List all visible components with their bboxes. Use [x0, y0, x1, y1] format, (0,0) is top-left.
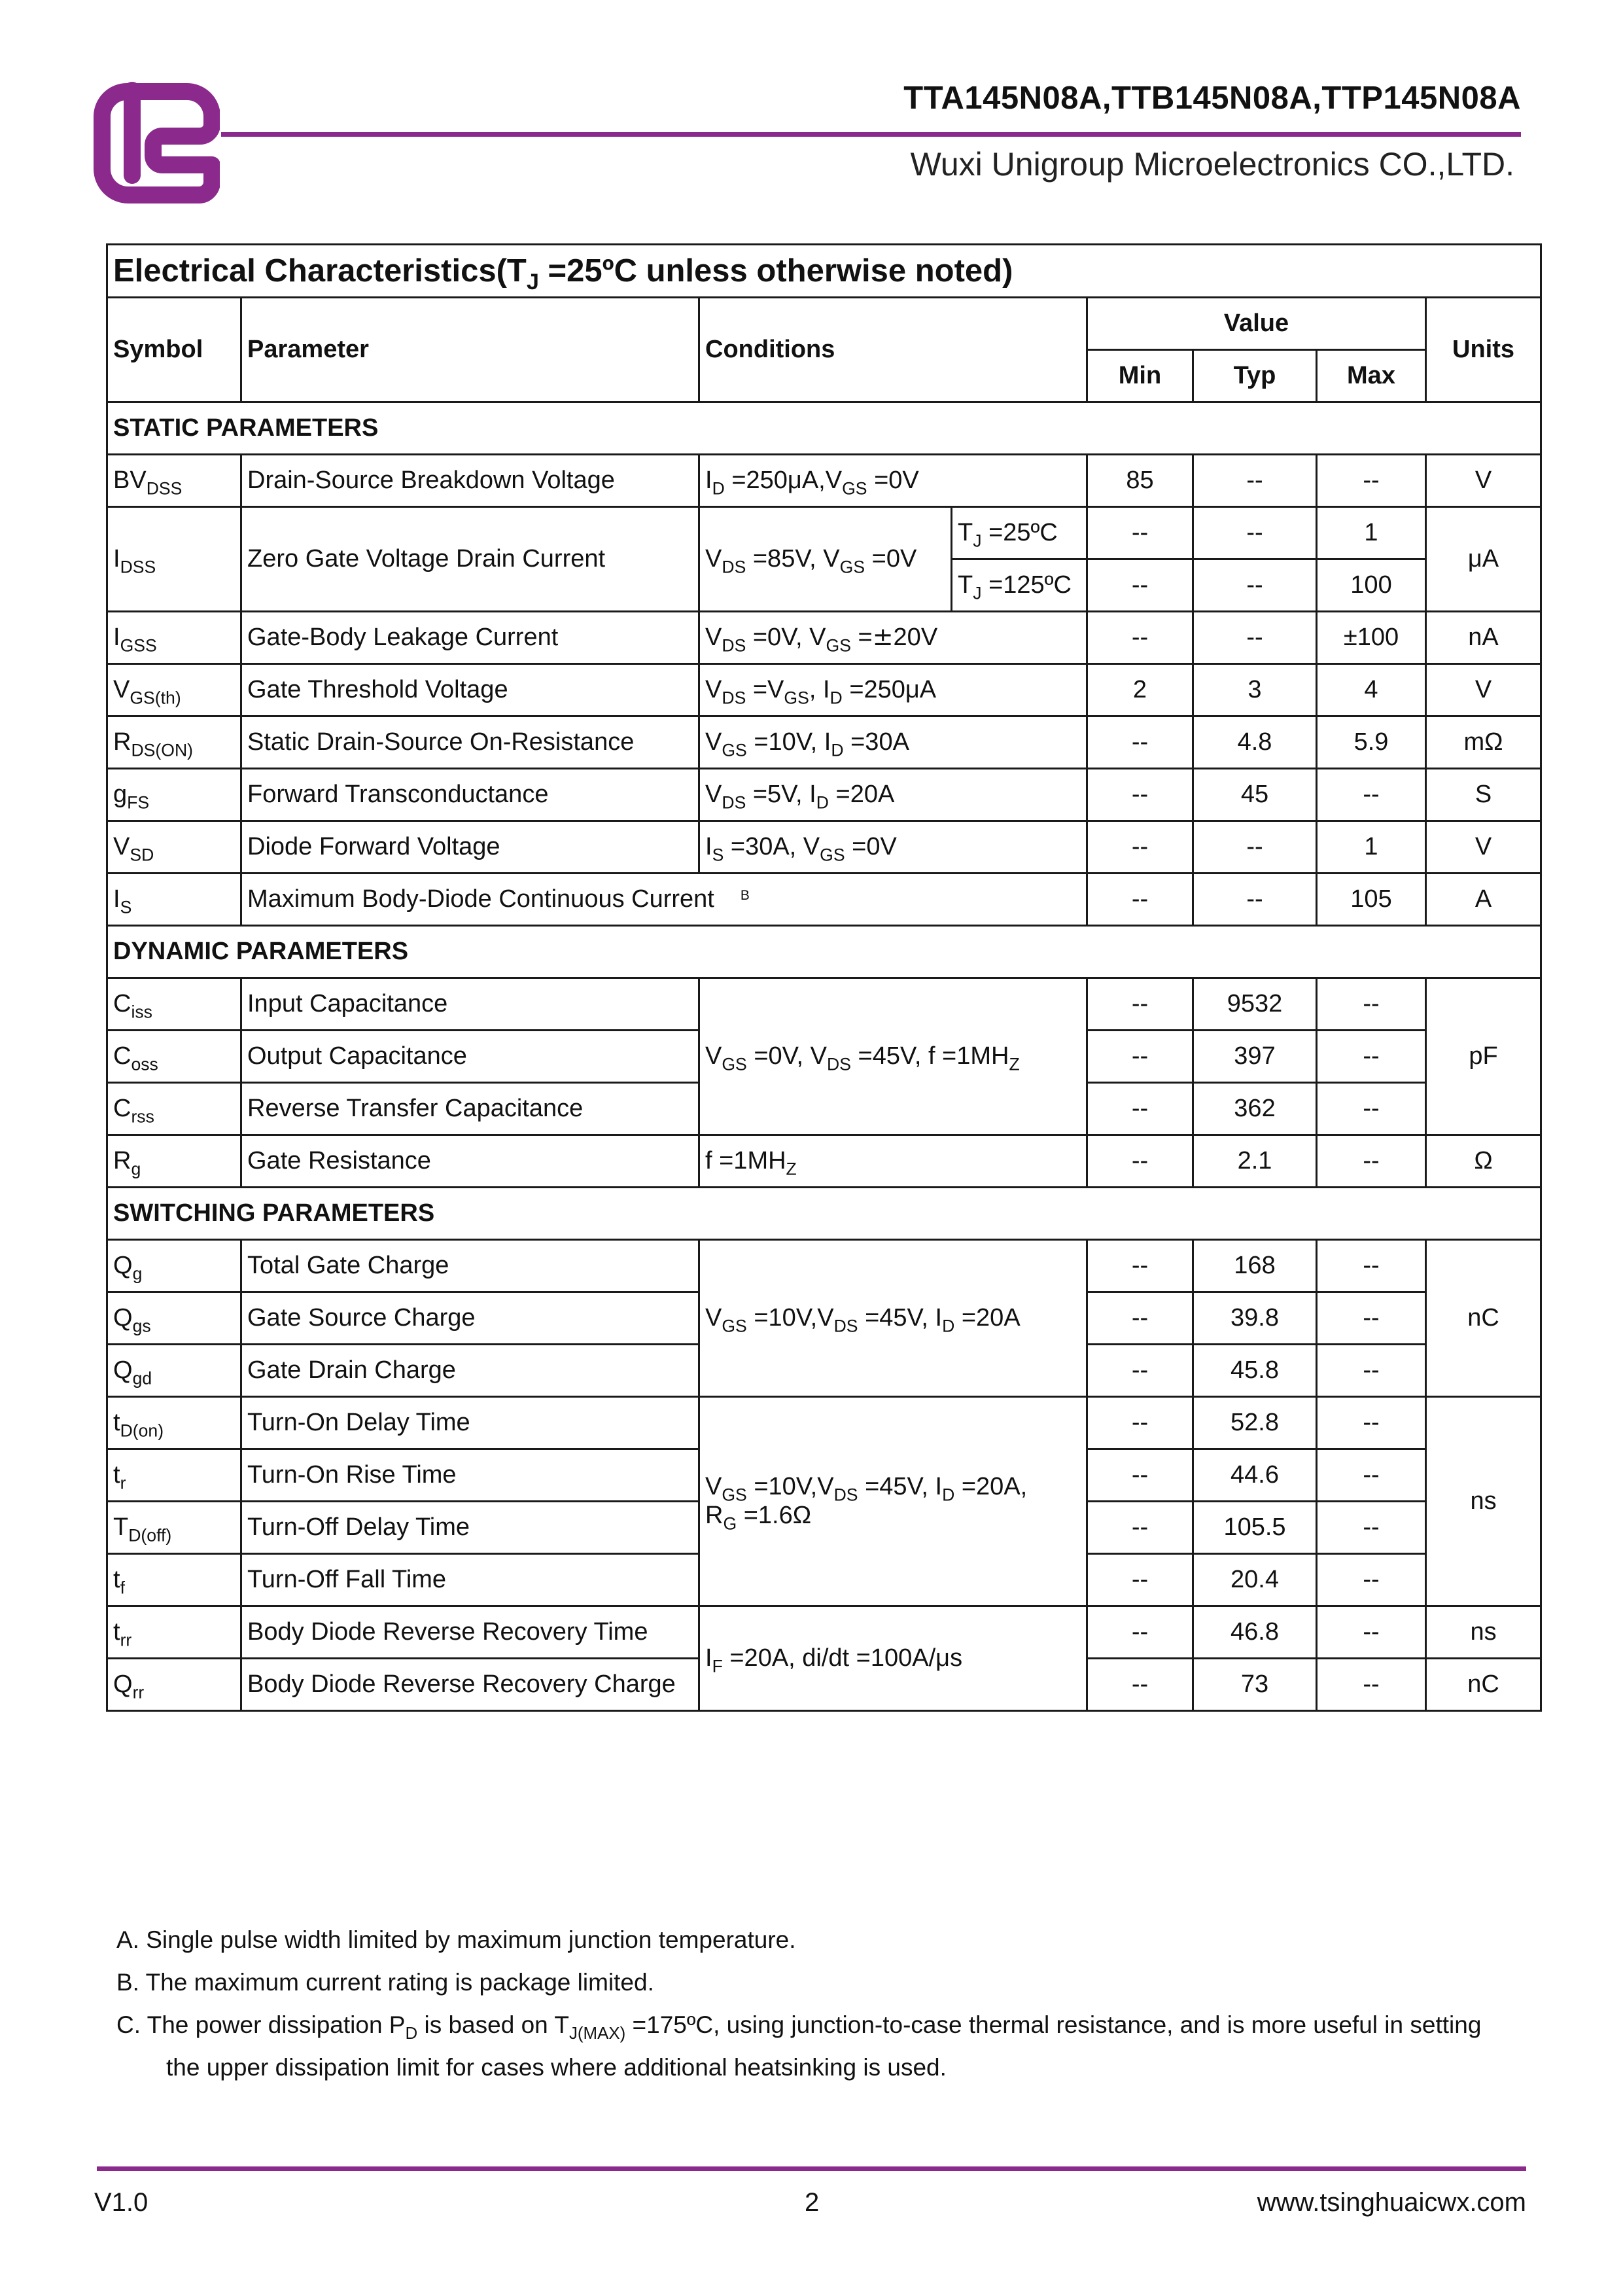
min-cell: --: [1087, 769, 1193, 821]
symbol-cell: $I_{DSS}$: [107, 507, 241, 612]
document-title: TTA145N08A,TTB145N08A,TTP145N08A: [903, 80, 1521, 116]
min-cell: --: [1087, 874, 1193, 926]
unit-cell: ns: [1426, 1397, 1541, 1606]
parameter-cell: Drain-Source Breakdown Voltage: [241, 455, 699, 507]
typ-cell: --: [1193, 455, 1317, 507]
temperature-condition: $T_J$ =125ºC: [952, 559, 1087, 612]
max-cell: --: [1317, 1240, 1426, 1292]
table-row: [107, 664, 1541, 716]
footnote-marker: B: [740, 888, 750, 904]
symbol-cell: $R_{DS(ON)}$: [107, 716, 241, 769]
symbol-cell: $g_{FS}$: [107, 769, 241, 821]
unit-cell: pF: [1426, 978, 1541, 1135]
conditions-cell: $V_{GS} =10V,V_{DS} =45V$, $I_D =20A$: [699, 1240, 1087, 1397]
unit-cell: V: [1426, 455, 1541, 507]
footnote-b: B. The maximum current rating is package limited.: [116, 1969, 654, 1996]
section-switching: SWITCHING PARAMETERS: [107, 1188, 1541, 1240]
header-min: Min: [1087, 350, 1193, 402]
parameter-cell: Output Capacitance: [241, 1031, 699, 1083]
typ-cell: 9532: [1193, 978, 1317, 1031]
min-cell: --: [1087, 1292, 1193, 1345]
symbol-cell: $V_{GS(th)}$: [107, 664, 241, 716]
typ-cell: 52.8: [1193, 1397, 1317, 1449]
typ-cell: 362: [1193, 1083, 1317, 1135]
header-typ: Typ: [1193, 350, 1317, 402]
table-row: [107, 1606, 1541, 1659]
min-cell: --: [1087, 1502, 1193, 1554]
min-cell: --: [1087, 612, 1193, 664]
symbol-cell: $T_{D(off)}$: [107, 1502, 241, 1554]
section-dynamic: DYNAMIC PARAMETERS: [107, 926, 1541, 978]
min-cell: --: [1087, 1397, 1193, 1449]
parameter-cell: Turn-On Rise Time: [241, 1449, 699, 1502]
unit-cell: mΩ: [1426, 716, 1541, 769]
typ-cell: 45: [1193, 769, 1317, 821]
conditions-cell: $I_F =20A$, di/dt =100A/μs: [699, 1606, 1087, 1711]
footnotes: [116, 1928, 1529, 2098]
typ-cell: 73: [1193, 1659, 1317, 1711]
max-cell: --: [1317, 1397, 1426, 1449]
max-cell: --: [1317, 1031, 1426, 1083]
conditions-cell: $V_{DS} =0V$, $V_{GS} =\pm 20V$: [699, 612, 1087, 664]
parameter-cell: Zero Gate Voltage Drain Current: [241, 507, 699, 612]
conditions-cell: $I_D =250\mu A,V_{GS} =0V$: [699, 455, 1087, 507]
symbol-cell: $C_{rss}$: [107, 1083, 241, 1135]
typ-cell: 39.8: [1193, 1292, 1317, 1345]
min-cell: --: [1087, 1083, 1193, 1135]
symbol-cell: $Q_{gs}$: [107, 1292, 241, 1345]
min-cell: --: [1087, 1606, 1193, 1659]
typ-cell: 2.1: [1193, 1135, 1317, 1188]
min-cell: --: [1087, 821, 1193, 874]
symbol-cell: $Q_g$: [107, 1240, 241, 1292]
conditions-cell: $V_{DS} =85V$, $V_{GS} =0V$: [699, 507, 952, 612]
typ-cell: 105.5: [1193, 1502, 1317, 1554]
max-cell: --: [1317, 978, 1426, 1031]
table-row: [107, 612, 1541, 664]
max-cell: 1: [1317, 507, 1426, 559]
max-cell: --: [1317, 1659, 1426, 1711]
symbol-cell: $R_g$: [107, 1135, 241, 1188]
max-cell: --: [1317, 455, 1426, 507]
version-label: V1.0: [94, 2188, 148, 2217]
table-title: Electrical $Characteristics(T_J$ =25ºC unless otherwise noted): [107, 245, 1541, 298]
header-units: Units: [1426, 298, 1541, 402]
unit-cell: μA: [1426, 507, 1541, 612]
company-name: Wuxi Unigroup Microelectronics CO.,LTD.: [910, 146, 1514, 183]
min-cell: --: [1087, 1345, 1193, 1397]
conditions-cell: $I_S =30A$, $V_{GS} =0V$: [699, 821, 1087, 874]
max-cell: --: [1317, 1449, 1426, 1502]
page-number: 2: [805, 2188, 820, 2217]
header-conditions: Conditions: [699, 298, 1087, 402]
max-cell: --: [1317, 1502, 1426, 1554]
parameter-cell: Reverse Transfer Capacitance: [241, 1083, 699, 1135]
unit-cell: ns: [1426, 1606, 1541, 1659]
min-cell: --: [1087, 978, 1193, 1031]
temperature-condition: $T_J$ =25ºC: [952, 507, 1087, 559]
footnote-a: A. Single pulse width limited by maximum junction temperature.: [116, 1926, 796, 1953]
symbol-cell: $C_{oss}$: [107, 1031, 241, 1083]
typ-cell: --: [1193, 874, 1317, 926]
typ-cell: 45.8: [1193, 1345, 1317, 1397]
footer-divider: [97, 2166, 1526, 2171]
table-row: [107, 1397, 1541, 1449]
header-max: Max: [1317, 350, 1426, 402]
typ-cell: 4.8: [1193, 716, 1317, 769]
table-row: [107, 1240, 1541, 1292]
symbol-cell: $t_r$: [107, 1449, 241, 1502]
conditions-cell: $V_{GS} =10V,V_{DS} =45V$, $I_D =20A$, $R_G =1.6\Omega$: [699, 1397, 1087, 1606]
section-static: STATIC PARAMETERS: [107, 402, 1541, 455]
table-row: [107, 978, 1541, 1031]
symbol-cell: $Q_{gd}$: [107, 1345, 241, 1397]
header-value: Value: [1087, 298, 1426, 350]
max-cell: 105: [1317, 874, 1426, 926]
max-cell: 4: [1317, 664, 1426, 716]
typ-cell: 46.8: [1193, 1606, 1317, 1659]
symbol-cell: $t_{D(on)}$: [107, 1397, 241, 1449]
min-cell: --: [1087, 1031, 1193, 1083]
footnote-c: C. The power dissipation $P_D$ is based on $T_{J(MAX)}$ =175ºC, using junction-to-case thermal resistance, and is more useful in setting: [116, 2011, 1482, 2043]
parameter-cell: Turn-Off Delay Time: [241, 1502, 699, 1554]
unit-cell: nC: [1426, 1659, 1541, 1711]
parameter-cell: Static Drain-Source On-Resistance: [241, 716, 699, 769]
table-row: [107, 821, 1541, 874]
max-cell: ±100: [1317, 612, 1426, 664]
parameter-cell: Total Gate Charge: [241, 1240, 699, 1292]
typ-cell: --: [1193, 507, 1317, 559]
unit-cell: nC: [1426, 1240, 1541, 1397]
footnote-c-continuation: the upper dissipation limit for cases where additional heatsinking is used.: [166, 2054, 947, 2081]
typ-cell: 397: [1193, 1031, 1317, 1083]
parameter-cell: Input Capacitance: [241, 978, 699, 1031]
conditions-cell: $V_{GS} =10V$, $I_D =30A$: [699, 716, 1087, 769]
table-row: [107, 507, 1541, 559]
unit-cell: S: [1426, 769, 1541, 821]
electrical-characteristics-table: [106, 243, 1542, 1712]
conditions-cell: $V_{DS} =5V$, $I_D =20A$: [699, 769, 1087, 821]
symbol-cell: $Q_{rr}$: [107, 1659, 241, 1711]
parameter-cell: Forward Transconductance: [241, 769, 699, 821]
min-cell: --: [1087, 507, 1193, 559]
typ-cell: 20.4: [1193, 1554, 1317, 1606]
parameter-cell: Maximum Body-Diode Continuous Current $^B$: [241, 874, 1087, 926]
parameter-cell: Body Diode Reverse Recovery Time: [241, 1606, 699, 1659]
header-symbol: Symbol: [107, 298, 241, 402]
parameter-cell: Body Diode Reverse Recovery Charge: [241, 1659, 699, 1711]
max-cell: --: [1317, 1292, 1426, 1345]
conditions-cell: $f =1MH_Z$: [699, 1135, 1087, 1188]
max-cell: 1: [1317, 821, 1426, 874]
max-cell: --: [1317, 1083, 1426, 1135]
symbol-cell: $I_{GSS}$: [107, 612, 241, 664]
conditions-cell: $V_{GS} =0V$, $V_{DS} =45V$, $f =1MH_Z$: [699, 978, 1087, 1135]
min-cell: --: [1087, 1659, 1193, 1711]
parameter-cell: Turn-On Delay Time: [241, 1397, 699, 1449]
min-cell: 2: [1087, 664, 1193, 716]
typ-cell: --: [1193, 612, 1317, 664]
table-row: [107, 769, 1541, 821]
max-cell: --: [1317, 1135, 1426, 1188]
symbol-cell: $t_f$: [107, 1554, 241, 1606]
typ-cell: 3: [1193, 664, 1317, 716]
typ-cell: 44.6: [1193, 1449, 1317, 1502]
company-logo: [89, 77, 220, 205]
header-divider: [221, 132, 1521, 137]
parameter-cell: Gate Drain Charge: [241, 1345, 699, 1397]
parameter-cell: Diode Forward Voltage: [241, 821, 699, 874]
min-cell: --: [1087, 1240, 1193, 1292]
conditions-cell: $V_{DS} =V_{GS}$, $I_D =250\mu A$: [699, 664, 1087, 716]
max-cell: --: [1317, 769, 1426, 821]
symbol-cell: $I_S$: [107, 874, 241, 926]
table-row: [107, 455, 1541, 507]
unit-cell: nA: [1426, 612, 1541, 664]
max-cell: --: [1317, 1606, 1426, 1659]
parameter-cell: Gate-Body Leakage Current: [241, 612, 699, 664]
unit-cell: V: [1426, 664, 1541, 716]
max-cell: 100: [1317, 559, 1426, 612]
header-parameter: Parameter: [241, 298, 699, 402]
parameter-cell: Gate Source Charge: [241, 1292, 699, 1345]
symbol-cell: $C_{iss}$: [107, 978, 241, 1031]
max-cell: 5.9: [1317, 716, 1426, 769]
symbol-cell: $V_{SD}$: [107, 821, 241, 874]
typ-cell: 168: [1193, 1240, 1317, 1292]
parameter-cell: Gate Threshold Voltage: [241, 664, 699, 716]
parameter-cell: Turn-Off Fall Time: [241, 1554, 699, 1606]
unit-cell: Ω: [1426, 1135, 1541, 1188]
parameter-cell: Gate Resistance: [241, 1135, 699, 1188]
typ-cell: --: [1193, 559, 1317, 612]
max-cell: --: [1317, 1345, 1426, 1397]
min-cell: --: [1087, 1135, 1193, 1188]
unit-cell: V: [1426, 821, 1541, 874]
symbol-cell: $BV_{DSS}$: [107, 455, 241, 507]
min-cell: --: [1087, 1449, 1193, 1502]
max-cell: --: [1317, 1554, 1426, 1606]
typ-cell: --: [1193, 821, 1317, 874]
min-cell: 85: [1087, 455, 1193, 507]
table-row: [107, 716, 1541, 769]
unit-cell: A: [1426, 874, 1541, 926]
website-link[interactable]: www.tsinghuaicwx.com: [1257, 2188, 1526, 2217]
table-row: [107, 874, 1541, 926]
min-cell: --: [1087, 1554, 1193, 1606]
min-cell: --: [1087, 716, 1193, 769]
min-cell: --: [1087, 559, 1193, 612]
symbol-cell: $t_{rr}$: [107, 1606, 241, 1659]
table-row: [107, 1135, 1541, 1188]
